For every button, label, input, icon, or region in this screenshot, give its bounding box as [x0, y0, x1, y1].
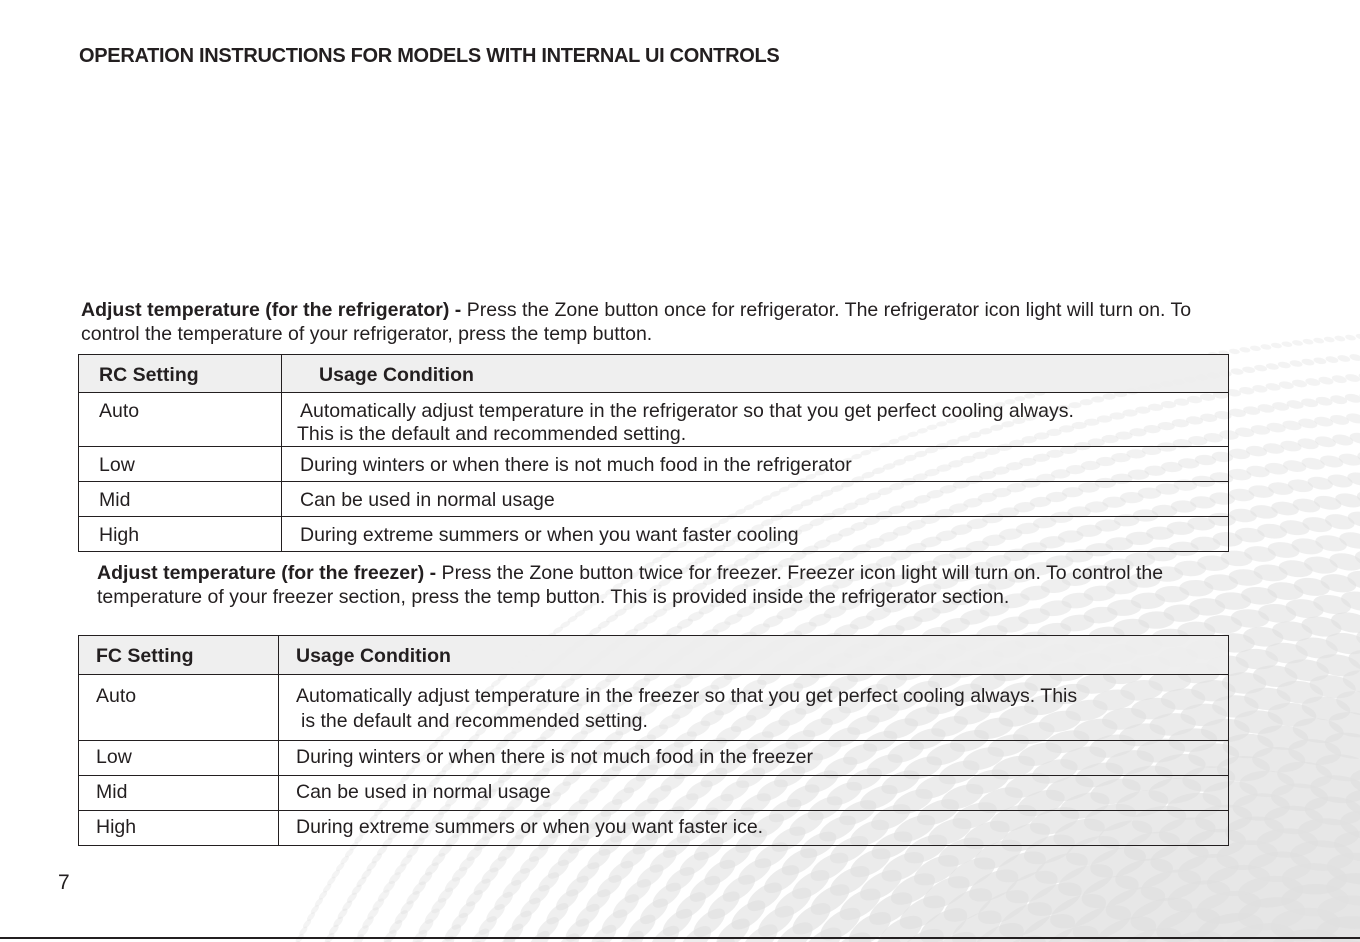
- decorative-dot: [1313, 337, 1325, 344]
- refrigerator-settings-table: [78, 354, 1229, 552]
- table-row: [79, 811, 1229, 846]
- condition-cell: During winters or when there is not much food in the refrigerator: [282, 447, 1229, 482]
- decorative-dot: [1230, 368, 1244, 376]
- decorative-dot: [1302, 338, 1314, 345]
- decorative-dot: [1305, 377, 1321, 387]
- decorative-dot: [1252, 384, 1268, 393]
- table-row: [79, 741, 1229, 776]
- decorative-dot: [1239, 346, 1251, 353]
- decorative-dot: [1337, 354, 1351, 363]
- decorative-dot: [1254, 364, 1268, 372]
- setting-cell: Mid: [79, 776, 279, 811]
- condition-line: Automatically adjust temperature in the freezer so that you get perfect cooling always. This: [296, 685, 1078, 707]
- decorative-dot: [1242, 366, 1256, 374]
- decorative-dot: [1250, 345, 1262, 352]
- freezer-instructions-text: Press the Zone button twice for freezer. Freezer icon light will turn on. To control the temperature of your freezer section, press the temp button. This is provided inside the refrigerator section.: [97, 562, 1164, 608]
- setting-cell: Low: [79, 447, 282, 482]
- table-header-row: [79, 355, 1229, 393]
- setting-cell: High: [79, 811, 279, 846]
- decorative-dot: [1313, 356, 1327, 365]
- page-number: 7: [58, 871, 70, 894]
- condition-cell: Can be used in normal usage: [279, 776, 1229, 811]
- decorative-dot: [1301, 358, 1315, 367]
- fc-setting-header: FC Setting: [79, 636, 279, 675]
- condition-cell: [279, 675, 1229, 741]
- decorative-dot: [1265, 382, 1281, 392]
- usage-condition-header: Usage Condition: [282, 355, 1229, 393]
- condition-line: is the default and recommended setting.: [301, 710, 648, 732]
- page-heading: OPERATION INSTRUCTIONS FOR MODELS WITH INTERNAL UI CONTROLS: [79, 45, 780, 67]
- decorative-dot: [1278, 380, 1294, 390]
- decorative-dot: [1334, 335, 1346, 343]
- decorative-dot: [1281, 341, 1293, 348]
- condition-cell: During winters or when there is not much food in the freezer: [279, 741, 1229, 776]
- setting-cell: Auto: [79, 675, 279, 741]
- decorative-dot: [1271, 342, 1283, 349]
- condition-line: This is the default and recommended setting.: [297, 423, 687, 445]
- table-row: [79, 517, 1229, 552]
- refrigerator-instructions-text: Press the Zone button once for refrigerator. The refrigerator icon light will turn on. To control the temperature of your refrigerator, press the temp button.: [81, 299, 1192, 345]
- footer-rule: [0, 937, 1360, 939]
- decorative-dot: [1292, 339, 1304, 346]
- condition-line: Automatically adjust temperature in the refrigerator so that you get perfect cooling always.: [300, 400, 1074, 422]
- table-row: [79, 675, 1229, 741]
- decorative-dot: [1277, 361, 1291, 369]
- freezer-settings-table: [78, 635, 1229, 846]
- rc-setting-header: RC Setting: [79, 355, 282, 393]
- setting-cell: High: [79, 517, 282, 552]
- table-row: [79, 482, 1229, 517]
- decorative-dot: [1331, 374, 1347, 384]
- decorative-dot: [1325, 355, 1339, 364]
- table-row: [79, 393, 1229, 447]
- setting-cell: Low: [79, 741, 279, 776]
- decorative-dot: [1265, 362, 1279, 370]
- usage-condition-header: Usage Condition: [279, 636, 1229, 675]
- decorative-dot: [1344, 373, 1360, 383]
- freezer-instructions-lead: Adjust temperature (for the freezer) -: [97, 562, 437, 584]
- decorative-dot: [1355, 333, 1360, 341]
- table-header-row: [79, 636, 1229, 675]
- condition-cell: During extreme summers or when you want faster ice.: [279, 811, 1229, 846]
- decorative-dot: [1345, 334, 1357, 342]
- decorative-dot: [1349, 353, 1360, 362]
- decorative-dot: [1323, 336, 1335, 343]
- decorative-dot: [1260, 343, 1272, 350]
- condition-cell: Can be used in normal usage: [282, 482, 1229, 517]
- decorative-dot: [1229, 348, 1241, 355]
- condition-cell: [282, 393, 1229, 447]
- decorative-dot: [1291, 379, 1307, 389]
- decorative-dot: [1289, 359, 1303, 367]
- decorative-dot: [1318, 376, 1334, 386]
- decorative-dot: [1329, 394, 1348, 406]
- freezer-instructions: [97, 561, 1207, 609]
- setting-cell: Mid: [79, 482, 282, 517]
- setting-cell: Auto: [79, 393, 282, 447]
- table-row: [79, 447, 1229, 482]
- table-row: [79, 776, 1229, 811]
- refrigerator-instructions: [81, 298, 1231, 346]
- condition-cell: During extreme summers or when you want faster cooling: [282, 517, 1229, 552]
- refrigerator-instructions-lead: Adjust temperature (for the refrigerator) -: [81, 299, 462, 321]
